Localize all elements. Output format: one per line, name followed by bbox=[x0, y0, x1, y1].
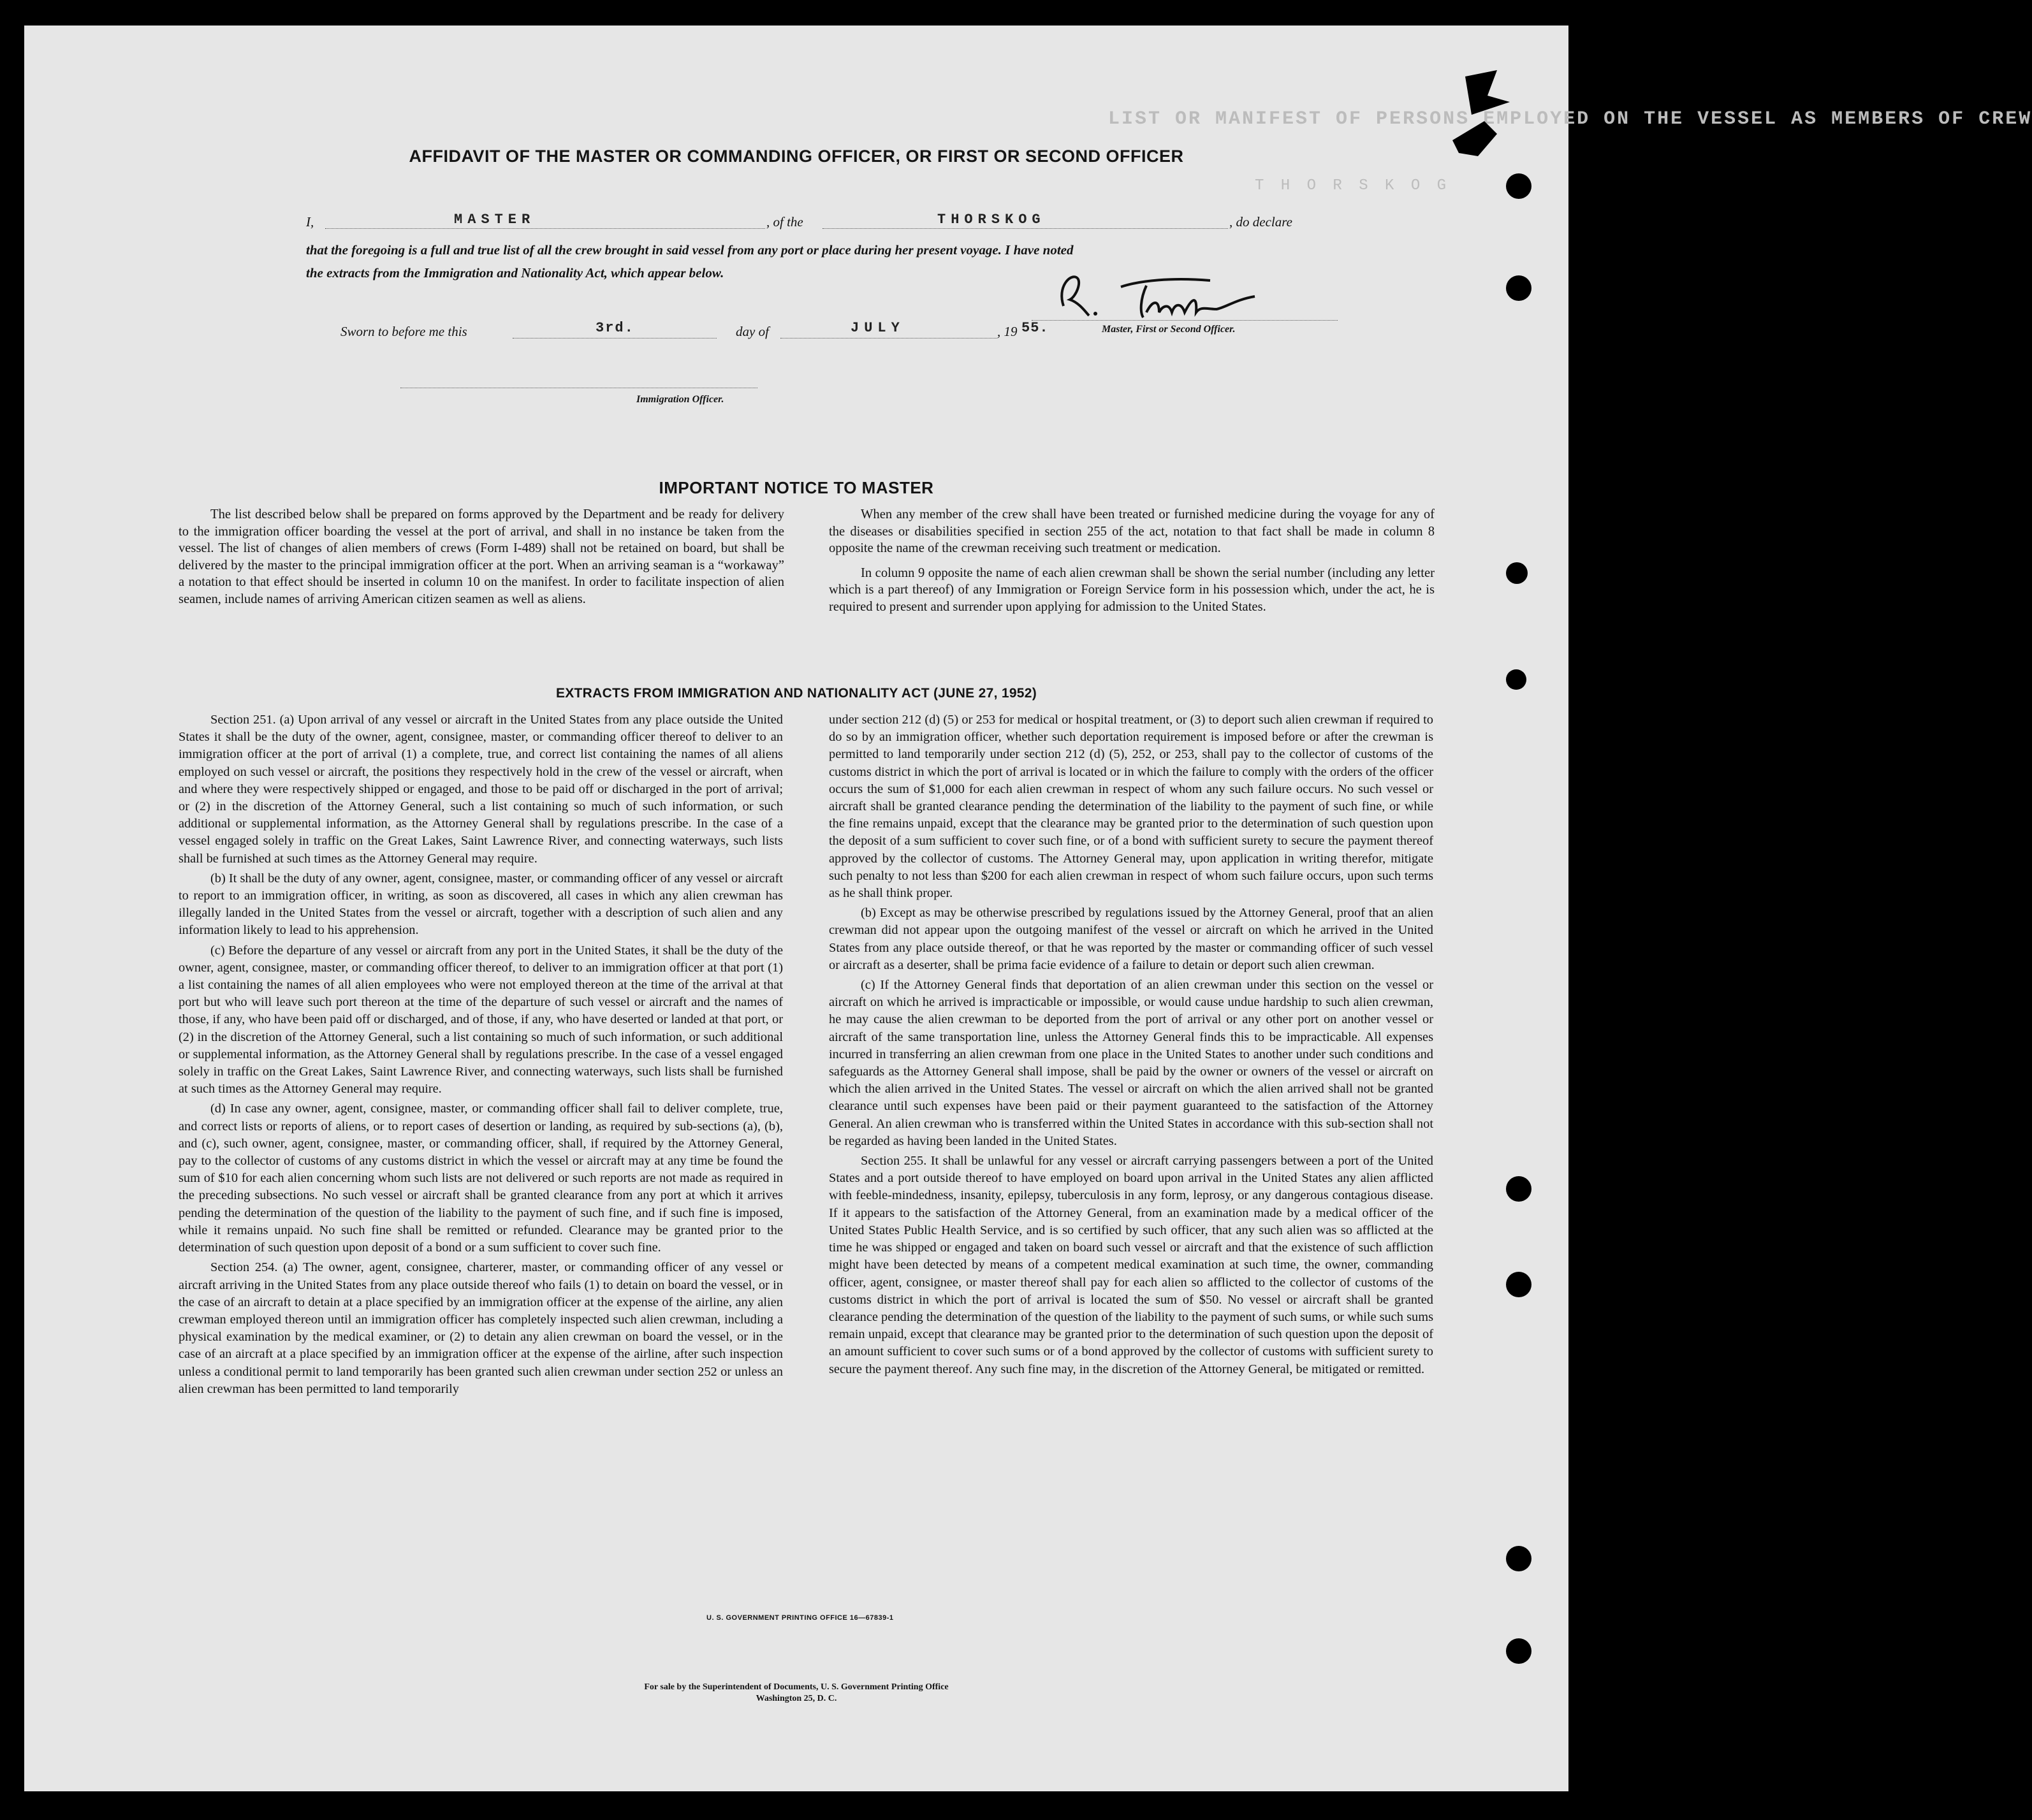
vessel-name-line bbox=[822, 228, 1228, 229]
bleed-through-vessel: T H O R S K O G bbox=[1255, 177, 1451, 194]
sworn-month-value: JULY bbox=[851, 320, 905, 336]
section-254b: (b) Except as may be otherwise prescribed by regulations issued by the Attorney General, proof that an alien crewman did not appear upon the outgoing manifest of the vessel or aircraft on which he arrived in the United States from any place outside thereof, or that he was reported by the master or commanding officer of such vessel or aircraft as a deserter, shall be prima facie evidence of a failure to detain or deport such alien crewman. bbox=[829, 906, 1433, 972]
section-255: Section 255. It shall be unlawful for any vessel or aircraft carrying passengers between a port of the United States and a port outside thereof to have employed on board upon arrival in the United States any alien afflicted with feeble-mindedness, insanity, epilepsy, tuberculosis in any form, leprosy, or any dangerous contagious disease. If it appears to the satisfaction of the Attorney General, from an examination made by a medical officer of the United States Public Health Service, and is so certified by such officer, that any such alien was so afflicted at the time he was shipped or engaged and taken on board such vessel or aircraft and that the existence of such affliction might have been detected by means of a competent medical examination at such time, the owner, commanding officer, agent, consignee, or master thereof shall pay for each alien so afflicted to the collector of customs of the customs district in which the port of arrival is located the sum of $50. No vessel or aircraft shall be granted clearance pending the determination of the question of the liability to the payment of such sums, or while such sums remain unpaid, except that clearance may be granted prior to the determination of such question upon the deposit of an amount sufficient to cover such sums or of a bond approved by the collector of customs with sufficient surety to secure the payment thereof. Any such fine may, in the discretion of the Attorney General, be mitigated or remitted. bbox=[829, 1154, 1433, 1376]
punch-hole bbox=[1506, 562, 1528, 584]
notice-title: IMPORTANT NOTICE TO MASTER bbox=[659, 478, 934, 497]
sworn-month-line bbox=[780, 338, 997, 339]
year-suffix: 55. bbox=[1021, 320, 1049, 336]
declaration-line bbox=[306, 214, 1326, 233]
do-declare-label: , do declare bbox=[1229, 214, 1292, 229]
section-251b: (b) It shall be the duty of any owner, agent, consignee, master, or commanding officer of any vessel or aircraft to report to an immigration officer, in writing, as soon as discovered, all cases in which any alien crewman has illegally landed in the United States from the vessel or aircraft, together with a description of such alien and any information likely to lead to his apprehension. bbox=[179, 871, 783, 938]
notice-right-paragraph-2: In column 9 opposite the name of each alien crewman shall be shown the serial number (including any letter which is a part thereof) of any Immigration or Foreign Service form in his possession which, under the act, he is required to present and surrender upon applying for admission to the United States. bbox=[829, 565, 1435, 614]
sale-line-1: For sale by the Superintendent of Documents, U. S. Government Printing Office bbox=[644, 1682, 949, 1692]
sworn-line bbox=[340, 320, 1106, 343]
extracts-title: EXTRACTS FROM IMMIGRATION AND NATIONALITY ACT (JUNE 27, 1952) bbox=[555, 686, 1037, 701]
immigration-officer-caption: Immigration Officer. bbox=[636, 394, 724, 405]
extracts-right-column bbox=[829, 711, 1433, 1378]
signature-line bbox=[1032, 320, 1338, 321]
notice-right-paragraph-1: When any member of the crew shall have been treated or furnished medicine during the voyage for any of the diseases or disabilities specified in section 255 of the act, notation to that fact shall be made in column 8 opposite the name of the crewman receiving such treatment or medication. bbox=[829, 507, 1435, 555]
affidavit-title: AFFIDAVIT OF THE MASTER OR COMMANDING OFFICER, OR FIRST OR SECOND OFFICER bbox=[409, 147, 1184, 166]
punch-hole bbox=[1506, 275, 1531, 301]
extracts-left-column bbox=[179, 711, 783, 1398]
declaration-text-1: that the foregoing is a full and true list of all the crew brought in said vessel from any port or place during her present voyage. I have noted bbox=[306, 242, 1074, 258]
signature-caption: Master, First or Second Officer. bbox=[1102, 324, 1236, 335]
day-of-label: day of bbox=[736, 324, 769, 339]
sworn-day-line bbox=[513, 338, 717, 339]
year-prefix: , 19 bbox=[997, 324, 1018, 339]
notice-right-column bbox=[829, 506, 1435, 615]
section-251d: (d) In case any owner, agent, consignee, master, or commanding officer shall fail to deliver complete, true, and correct lists or reports of aliens, or to report cases of desertion or landing, as required by sub-sections (a), (b), and (c), such owner, agent, consignee, master, or commanding officer, shall, if required by the Attorney General, pay to the collector of customs of any customs district in which the vessel or aircraft may at any time be found the sum of $10 for each alien concerning whom such lists are not delivered or such reports are not made as required in the preceding subsections. No such vessel or aircraft shall be granted clearance from any port at which it arrives pending the determination of the question of the liability to the payment of such fine, and if such fine is imposed, while it remains unpaid. No such fine shall be remitted or refunded. Clearance may be granted prior to the determination of such question upon deposit of a bond or a sum sufficient to cover such fine. bbox=[179, 1102, 783, 1255]
bleed-through-header: LIST OR MANIFEST OF PERSONS EMPLOYED ON THE VESSEL AS MEMBERS OF CREW bbox=[1108, 108, 2032, 130]
of-the-label: , of the bbox=[766, 214, 803, 229]
punch-hole bbox=[1506, 1176, 1531, 1202]
section-251a: Section 251. (a) Upon arrival of any vessel or aircraft in the United States from any place outside the United States it shall be the duty of the owner, agent, consignee, master, or commanding officer thereof to deliver to an immigration officer at the port of arrival (1) a complete, true, and correct list containing the names of all aliens employed on such vessel or aircraft, the positions they respectively hold in the crew of the vessel or aircraft, when and where they were respectively shipped or engaged, and those to be paid off or discharged in the port of arrival; or (2) in the discretion of the Attorney General, such a list containing so much of such information, or such additional or supplemental information, as the Attorney General shall by regulations prescribe. In the case of a vessel engaged solely in traffic on the Great Lakes, Saint Lawrence River, and connecting waterways, such lists shall be furnished at such times as the Attorney General may require. bbox=[179, 713, 783, 866]
document-page bbox=[24, 25, 2032, 1791]
punch-hole bbox=[1506, 173, 1531, 199]
punch-hole bbox=[1506, 1638, 1531, 1664]
notice-left-paragraph: The list described below shall be prepared on forms approved by the Department and be ready for delivery to the immigration officer boarding the vessel at the port of arrival, and shall in no instance be taken from the vessel. The list of changes of alien members of crews (Form I-489) shall not be retained on board, but shall be delivered by the master to the principal immigration officer at the port. When an arriving seaman is a “workaway” a notation to that effect should be inserted in column 10 on the manifest. In order to facilitate inspection of alien seamen, include names of arriving American citizen seamen as well as aliens. bbox=[179, 507, 784, 606]
officer-rank-line bbox=[325, 228, 765, 229]
sworn-label: Sworn to before me this bbox=[340, 324, 467, 339]
sale-notice bbox=[24, 1682, 1568, 1705]
sale-line-2: Washington 25, D. C. bbox=[756, 1694, 837, 1703]
i-label: I, bbox=[306, 214, 314, 229]
vessel-name-value: THORSKOG bbox=[937, 212, 1046, 228]
section-254a: Section 254. (a) The owner, agent, consignee, charterer, master, or commanding officer of any vessel or aircraft arriving in the United States from any place outside thereof who fails (1) to detain on board the vessel, or in the case of an aircraft to detain at a place specified by an immigration officer at the expense of the airline, any alien crewman employed thereon until an immigration officer has completely inspected such alien crewman, including a physical examination by the medical examiner, or (2) to detain any alien crewman on board the vessel, or in the case of an aircraft at a place specified by an immigration officer at the expense of the airline, after such inspection unless a conditional permit to land temporarily has been granted such alien crewman under section 252 or unless an alien crewman has been permitted to land temporarily bbox=[179, 1260, 783, 1396]
punch-hole bbox=[1506, 1546, 1531, 1571]
declaration-text-2: the extracts from the Immigration and Nationality Act, which appear below. bbox=[306, 265, 724, 280]
sworn-day-value: 3rd. bbox=[596, 320, 634, 336]
notice-left-column bbox=[179, 506, 784, 608]
gpo-imprint: U. S. GOVERNMENT PRINTING OFFICE 16—67839-1 bbox=[706, 1614, 894, 1622]
section-254a-continued: under section 212 (d) (5) or 253 for medical or hospital treatment, or (3) to deport such alien crewman if required to do so by an immigration officer, whether such deportation requirement is imposed before or after the crewman is permitted to land temporarily under section 212 (d) (5), 252, or 253, shall pay to the collector of customs of the customs district in which the port of arrival is located or in which the failure to comply with the orders of the officer occurs the sum of $1,000 for each alien crewman in respect of whom any such failure occurs. No such vessel or aircraft shall be granted clearance pending the determination of the liability to the payment of such fine, or while the fine remains unpaid, except that the clearance may be granted prior to the determination of such question upon the deposit of a sum sufficient to cover such fine, or of a bond with sufficient surety to secure the payment thereof approved by the collector of customs. The Attorney General may, upon application in writing therefor, mitigate such penalty to not less than $200 for each alien crewman in respect of whom such failure occurs, upon such terms as he shall think proper. bbox=[829, 713, 1433, 901]
section-251c: (c) Before the departure of any vessel or aircraft from any port in the United States, it shall be the duty of the owner, agent, consignee, master, or commanding officer thereof, to deliver to an immigration officer at that port (1) a list containing the names of all alien employees who were not employed thereon at the time of the arrival at that port but who will leave such port thereon at the time of the departure of such vessel or aircraft and the names of those, if any, who have been paid off or discharged, and of those, if any, who have deserted or landed at that port, or (2) in the discretion of the Attorney General, such a list containing so much of such information, or such additional or supplemental information, as the Attorney General shall by regulations prescribe. In the case of a vessel engaged solely in traffic on the Great Lakes, Saint Lawrence River, and connecting waterways, such lists shall be furnished at such times as the Attorney General may require. bbox=[179, 943, 783, 1096]
section-254c: (c) If the Attorney General finds that deportation of an alien crewman under this section on the vessel or aircraft on which he arrived is impracticable or impossible, or would cause undue hardship to such alien crewman, he may cause the alien crewman to be deported from the port of arrival or any other port on another vessel or aircraft of the same transportation line, unless the Attorney General finds this to be impracticable. All expenses incurred in transferring an alien crewman from one place in the United States to another under such conditions and safeguards as the Attorney General shall impose, shall be paid by the owner or owners of the vessel or aircraft on which the alien arrived in the United States. The vessel or aircraft on which the alien arrived shall not be granted clearance until such expenses have been paid or their payment guaranteed to the satisfaction of the Attorney General. An alien crewman who is transferred within the United States in accordance with this sub-section shall not be regarded as having been landed in the United States. bbox=[829, 978, 1433, 1148]
punch-hole bbox=[1506, 1272, 1531, 1297]
officer-rank-value: MASTER bbox=[454, 212, 536, 228]
torn-corner-mark bbox=[1427, 70, 1523, 159]
master-signature bbox=[1044, 261, 1274, 331]
